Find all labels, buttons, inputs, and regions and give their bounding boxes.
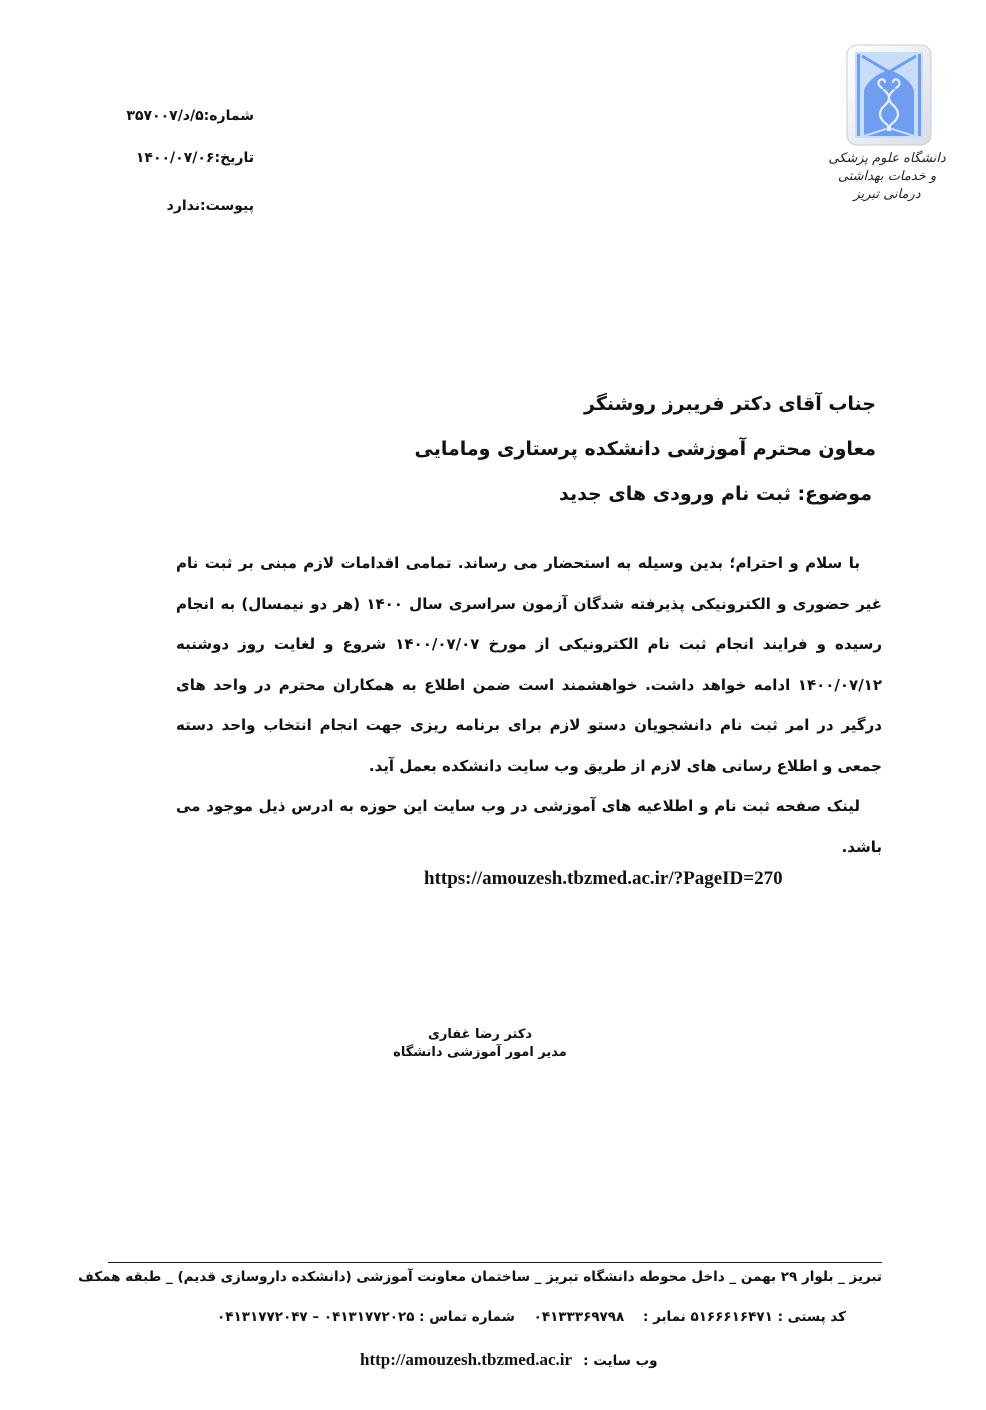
footer-divider	[108, 1262, 882, 1263]
caption-line-2: و خدمات بهداشتی درمانی تبریز	[837, 169, 937, 202]
signature-block	[380, 1026, 580, 1062]
university-name-caption	[822, 150, 952, 204]
letter-attachment: پیوست:ندارد	[166, 198, 254, 214]
fax-label: نمابر :	[642, 1309, 686, 1325]
phone-label: شماره تماس :	[419, 1309, 515, 1325]
body-paragraph: با سلام و احترام؛ بدین وسیله به استحضار می رساند. تمامی اقدامات لازم مبنی بر ثبت نام غیر حضوری و الکترونیکی پذیرفته شدگان آزمون سراسری سال ۱۴۰۰ (هر دو نیمسال) به انجام رسیده و فرایند انجام ثبت نام الکترونیکی از مورخ ۱۴۰۰/۰۷/۰۷ شروع و لغایت روز دوشنبه ۱۴۰۰/۰۷/۱۲ ادامه خواهد داشت. خواهشمند است ضمن اطلاع به همکاران محترم در واحد های درگیر در امر ثبت نام دانشجویان دستو لازم برای برنامه ریزی جهت انجام انتخاب واحد دسته جمعی و اطلاع رسانی های لازم از طریق وب سایت دانشکده بعمل آید.	[176, 554, 882, 775]
footer-contact-line	[217, 1309, 846, 1325]
recipient-name: جناب آقای دکتر فریبرز روشنگر	[584, 393, 876, 415]
caption-line-1: دانشگاه علوم پزشکی	[828, 151, 946, 166]
letter-body	[176, 543, 882, 867]
postal-code-label: کد پستی :	[777, 1309, 846, 1325]
signer-title: مدیر امور آموزشی دانشگاه	[393, 1045, 567, 1060]
letter-date: تاریخ:۱۴۰۰/۰۷/۰۶	[135, 150, 254, 166]
website-link[interactable]: http://amouzesh.tbzmed.ac.ir	[360, 1350, 573, 1369]
postal-code: ۵۱۶۶۶۱۶۴۷۱	[690, 1309, 773, 1325]
fax-number: ۰۴۱۳۳۳۶۹۷۹۸	[533, 1309, 625, 1325]
registration-page-link[interactable]: https://amouzesh.tbzmed.ac.ir/?PageID=270	[424, 868, 783, 889]
website-label: وب سایت :	[583, 1353, 658, 1369]
recipient-title: معاون محترم آموزشی دانشکده پرستاری ومامایی	[414, 438, 876, 460]
letter-subject: موضوع: ثبت نام ورودی های جدید	[558, 483, 872, 505]
footer-address: تبریز _ بلوار ۲۹ بهمن _ داخل محوطه دانشگاه تبریز _ ساختمان معاونت آموزشی (دانشکده داروسازی قدیم) _ طبقه همکف	[78, 1269, 882, 1285]
body-paragraph: لینک صفحه ثبت نام و اطلاعیه های آموزشی در وب سایت این حوزه به ادرس ذیل موجود می باشد.	[176, 797, 882, 856]
footer-website	[360, 1350, 658, 1370]
university-emblem-icon	[846, 44, 932, 146]
phone-numbers: ۰۴۱۳۱۷۷۲۰۲۵ – ۰۴۱۳۱۷۷۲۰۴۷	[217, 1309, 415, 1325]
signer-name: دکتر رضا غفاری	[427, 1027, 533, 1042]
letter-number: شماره:۵/د/۳۵۷۰۰۷	[126, 108, 254, 124]
